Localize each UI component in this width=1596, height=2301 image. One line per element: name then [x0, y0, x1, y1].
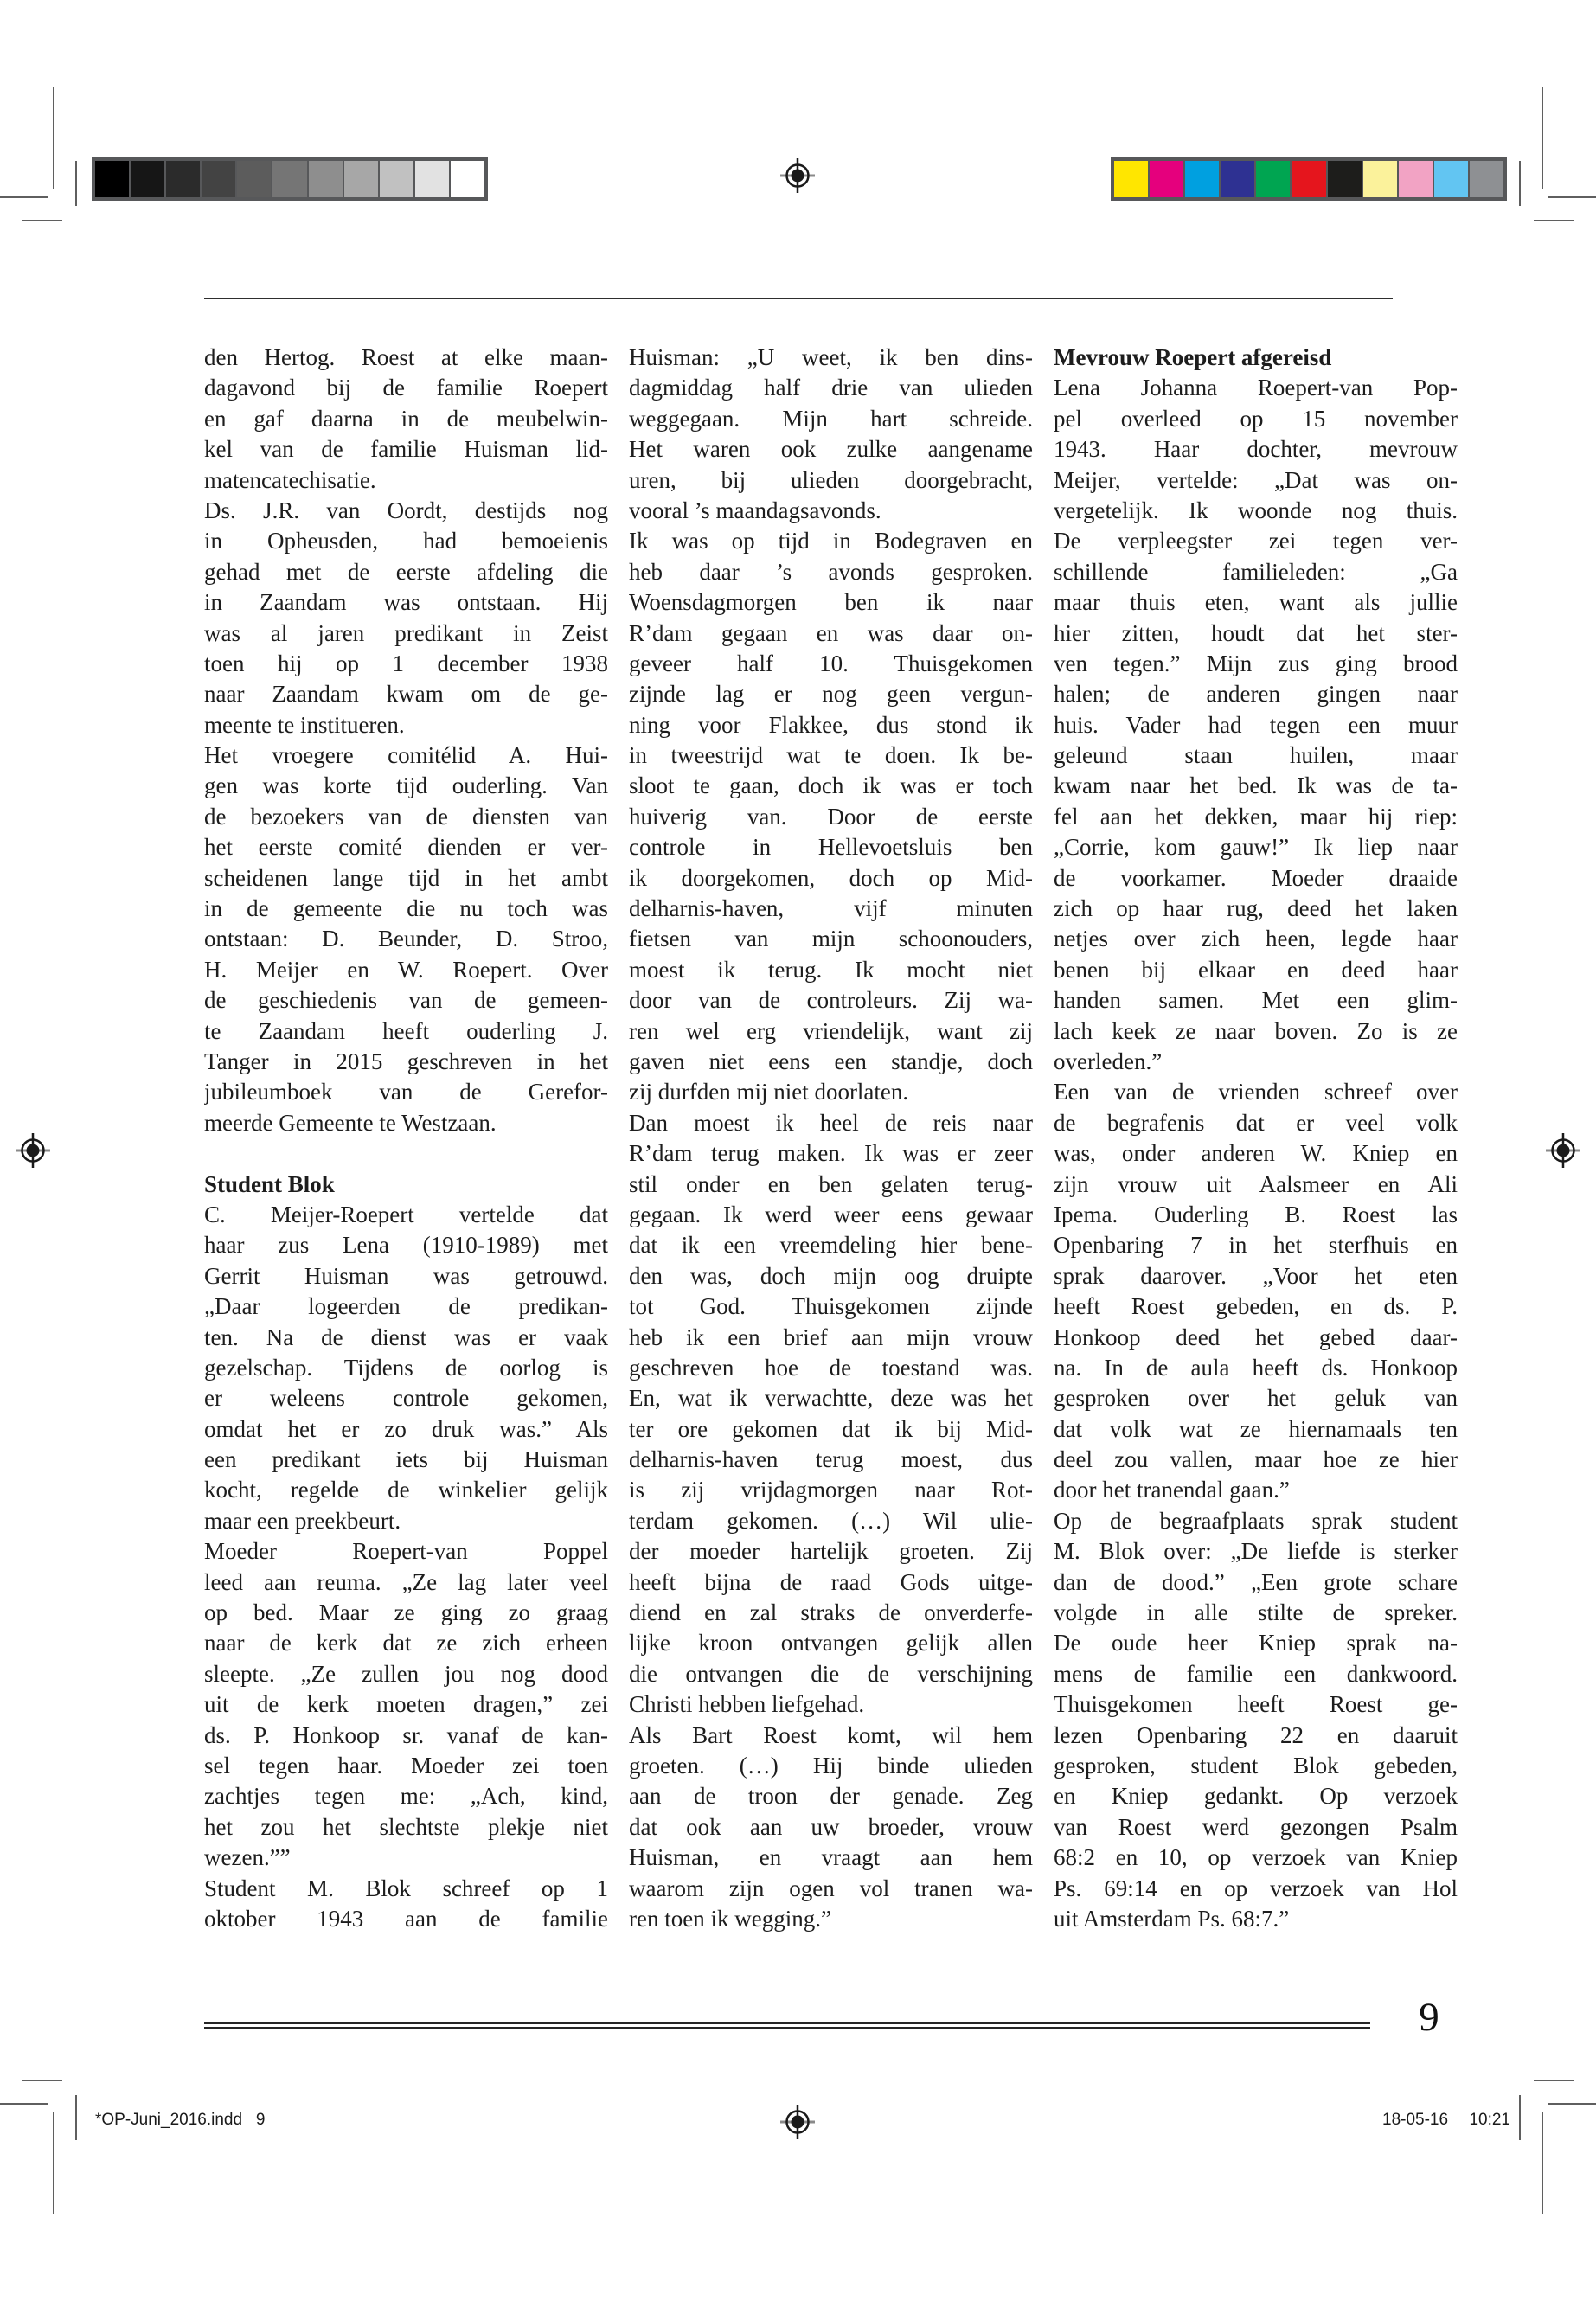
text-line: kel van de familie Huisman lid- — [204, 436, 608, 463]
text-line: zijnde lag er nog geen vergun- — [629, 681, 1033, 708]
text-line: delharnis-haven terug moest, dus — [629, 1446, 1033, 1473]
registration-mark-icon — [16, 1133, 50, 1168]
calibration-swatch — [166, 161, 200, 197]
text-line: handen samen. Met een glim- — [1054, 987, 1458, 1014]
grayscale-calibration-bar — [92, 157, 488, 201]
section-heading: Mevrouw Roepert afgereisd — [1054, 344, 1332, 370]
text-line: heb ik een brief aan mijn vrouw — [629, 1324, 1033, 1350]
crop-mark — [75, 2095, 77, 2140]
text-line: huis. Vader had tegen een muur — [1054, 711, 1458, 738]
crop-mark — [75, 161, 77, 206]
text-line: dat volk wat ze hiernamaals ten — [1054, 1415, 1458, 1442]
footer-rule — [204, 2022, 1370, 2029]
calibration-swatch — [1256, 161, 1290, 197]
text-line: R’dam gegaan en was daar on- — [629, 619, 1033, 646]
calibration-swatch — [1292, 161, 1325, 197]
text-line: netjes over zich heen, legde haar — [1054, 926, 1458, 952]
text-line: Lena Johanna Roepert-van Pop- — [1054, 375, 1458, 401]
text-line: lijke kroon ontvangen gelijk allen — [629, 1630, 1033, 1657]
crop-mark — [0, 2103, 48, 2105]
crop-mark — [53, 87, 54, 189]
calibration-swatch — [1470, 161, 1503, 197]
text-line: uit de kerk moeten dragen,” zei — [204, 1691, 608, 1718]
text-line: in Opheusden, had bemoeienis — [204, 528, 608, 554]
text-line: huiverig van. Door de eerste — [629, 803, 1033, 830]
text-line: delharnis-haven, vijf minuten — [629, 895, 1033, 922]
text-line: En, wat ik verwachtte, deze was het — [629, 1385, 1033, 1412]
text-line: scheidenen lange tijd in het ambt — [204, 864, 608, 891]
crop-mark — [1542, 87, 1543, 189]
text-line: Thuisgekomen heeft Roest ge- — [1054, 1691, 1458, 1718]
text-line: overleden.” — [1054, 1048, 1163, 1074]
footer-timestamp — [1382, 2111, 1510, 2130]
text-line: Ds. J.R. van Oordt, destijds nog — [204, 497, 608, 523]
text-line: sloot te gaan, doch ik was er toch — [629, 772, 1033, 799]
text-line: kocht, regelde de winkelier gelijk — [204, 1477, 608, 1503]
text-line: pel overleed op 15 november — [1054, 405, 1458, 432]
text-line: fel aan het dekken, maar hij riep: — [1054, 803, 1458, 830]
text-line: en gaf daarna in de meubelwin- — [204, 405, 608, 432]
text-line: gezelschap. Tijdens de oorlog is — [204, 1354, 608, 1381]
text-line: de voorkamer. Moeder draaide — [1054, 864, 1458, 891]
text-line: Huisman: „U weet, ik ben dins- — [629, 344, 1033, 370]
text-line: weggegaan. Mijn hart schreide. — [629, 405, 1033, 432]
text-line: ten. Na de dienst was er vaak — [204, 1324, 608, 1350]
text-line: na. In de aula heeft ds. Honkoop — [1054, 1354, 1458, 1381]
text-line: heeft bijna de raad Gods uitge- — [629, 1568, 1033, 1595]
text-line: in Zaandam was ontstaan. Hij — [204, 589, 608, 616]
text-line: lezen Openbaring 22 en daaruit — [1054, 1721, 1458, 1748]
text-line: de geschiedenis van de gemeen- — [204, 987, 608, 1014]
text-line: toen hij op 1 december 1938 — [204, 650, 608, 676]
calibration-swatch — [1434, 161, 1468, 197]
text-line: schillende familieleden: „Ga — [1054, 558, 1458, 585]
text-line: diend en zal straks de onverderfe- — [629, 1599, 1033, 1626]
calibration-swatch — [202, 161, 235, 197]
section-heading: Student Blok — [204, 1170, 335, 1197]
page-number: 9 — [1419, 1995, 1439, 2040]
text-line: C. Meijer-Roepert vertelde dat — [204, 1201, 608, 1227]
text-line: hier zitten, houdt dat het ster- — [1054, 619, 1458, 646]
text-line: dan de dood.” „Een grote schare — [1054, 1568, 1458, 1595]
text-line: Honkoop deed het gebed daar- — [1054, 1324, 1458, 1350]
text-line: dagmiddag half drie van ulieden — [629, 375, 1033, 401]
text-line: jubileumboek van de Gerefor- — [204, 1079, 608, 1106]
crop-mark — [53, 2112, 54, 2214]
calibration-swatch — [1363, 161, 1397, 197]
text-line: Student M. Blok schreef op 1 — [204, 1875, 608, 1901]
text-line: tot God. Thuisgekomen zijnde — [629, 1293, 1033, 1320]
calibration-swatch — [415, 161, 449, 197]
calibration-swatch — [95, 161, 129, 197]
text-line: vergetelijk. Ik woonde nog thuis. — [1054, 497, 1458, 523]
text-line: De oude heer Kniep sprak na- — [1054, 1630, 1458, 1657]
text-line: 1943. Haar dochter, mevrouw — [1054, 436, 1458, 463]
text-line: te Zaandam heeft ouderling J. — [204, 1017, 608, 1044]
calibration-swatch — [1114, 161, 1148, 197]
text-line: heeft Roest gebeden, en ds. P. — [1054, 1293, 1458, 1320]
text-line: benen bij elkaar en deed haar — [1054, 956, 1458, 983]
text-line: zijn vrouw uit Aalsmeer en Ali — [1054, 1170, 1458, 1197]
text-line: moest ik terug. Ik mocht niet — [629, 956, 1033, 983]
text-line: Op de begraafplaats sprak student — [1054, 1507, 1458, 1534]
text-line: groeten. (…) Hij binde ulieden — [629, 1752, 1033, 1779]
text-line: die ontvangen die de verschijning — [629, 1660, 1033, 1687]
text-line: ik doorgekomen, doch op Mid- — [629, 864, 1033, 891]
text-line: gesproken over het geluk van — [1054, 1385, 1458, 1412]
text-column-2 — [629, 343, 1033, 1934]
text-line: dat ik een vreemdeling hier bene- — [629, 1232, 1033, 1259]
text-line: der moeder hartelijk groeten. Zij — [629, 1538, 1033, 1565]
text-line: deel zou vallen, maar hoe ze hier — [1054, 1446, 1458, 1473]
crop-mark — [1548, 196, 1596, 198]
text-line: haar zus Lena (1910-1989) met — [204, 1232, 608, 1259]
calibration-swatch — [1221, 161, 1254, 197]
text-line — [204, 1138, 608, 1169]
crop-mark — [0, 196, 48, 198]
text-line: van Roest werd gezongen Psalm — [1054, 1813, 1458, 1840]
text-line: was, onder anderen W. Kniep en — [1054, 1140, 1458, 1167]
registration-mark-icon — [780, 2105, 815, 2139]
calibration-swatch — [451, 161, 484, 197]
text-line: geschreven hoe de toestand was. — [629, 1354, 1033, 1381]
text-line: terdam gekomen. (…) Wil ulie- — [629, 1507, 1033, 1534]
article-columns — [204, 343, 1458, 1934]
text-line: Christi hebben liefgehad. — [629, 1691, 865, 1718]
text-line: oktober 1943 aan de familie — [204, 1905, 608, 1932]
text-line: ontstaan: D. Beunder, D. Stroo, — [204, 926, 608, 952]
text-line: dagavond bij de familie Roepert — [204, 375, 608, 401]
text-line: stil onder en ben gelaten terug- — [629, 1170, 1033, 1197]
text-line: „Corrie, kom gauw!” Ik liep naar — [1054, 834, 1458, 861]
text-line: er weleens controle gekomen, — [204, 1385, 608, 1412]
text-line: zich op haar rug, deed het laken — [1054, 895, 1458, 922]
text-line: matencatechisatie. — [204, 466, 376, 493]
text-line: is zij vrijdagmorgen naar Rot- — [629, 1477, 1033, 1503]
text-line: in de gemeente die nu toch was — [204, 895, 608, 922]
text-line: geleund staan huilen, maar — [1054, 742, 1458, 769]
text-line: Dan moest ik heel de reis naar — [629, 1109, 1033, 1136]
text-line: mens de familie een dankwoord. — [1054, 1660, 1458, 1687]
text-line: gesproken, student Blok gebeden, — [1054, 1752, 1458, 1779]
registration-mark-icon — [1546, 1133, 1580, 1168]
footer-filename: *OP-Juni_2016.indd 9 — [95, 2111, 266, 2129]
text-line: geveer half 10. Thuisgekomen — [629, 650, 1033, 676]
text-column-3 — [1054, 343, 1458, 1934]
text-line: ren wel erg vriendelijk, want zij — [629, 1017, 1033, 1044]
text-line: den Hertog. Roest at elke maan- — [204, 344, 608, 370]
text-line: gegaan. Ik werd weer eens gewaar — [629, 1201, 1033, 1227]
footer-date: 18-05-16 — [1382, 2111, 1449, 2129]
text-line: 68:2 en 10, op verzoek van Kniep — [1054, 1844, 1458, 1871]
text-line: naar de kerk dat ze zich erheen — [204, 1630, 608, 1657]
text-line: naar Zaandam kwam om de ge- — [204, 681, 608, 708]
text-line: zij durfden mij niet doorlaten. — [629, 1079, 909, 1106]
text-line: M. Blok over: „De liefde is sterker — [1054, 1538, 1458, 1565]
text-line: Openbaring 7 in het sterfhuis en — [1054, 1232, 1458, 1259]
text-line: fietsen van mijn schoonouders, — [629, 926, 1033, 952]
calibration-swatch — [1328, 161, 1362, 197]
color-calibration-bar — [1111, 157, 1507, 201]
text-line: waarom zijn ogen vol tranen wa- — [629, 1875, 1033, 1901]
text-line: De verpleegster zei tegen ver- — [1054, 528, 1458, 554]
header-rule — [204, 298, 1393, 299]
text-line: het eerste comité dienden er ver- — [204, 834, 608, 861]
text-line: den was, doch mijn oog druipte — [629, 1262, 1033, 1289]
text-line: sleepte. „Ze zullen jou nog dood — [204, 1660, 608, 1687]
text-line: ds. P. Honkoop sr. vanaf de kan- — [204, 1721, 608, 1748]
calibration-swatch — [1150, 161, 1183, 197]
crop-mark — [1548, 2103, 1596, 2105]
crop-mark — [1534, 2080, 1574, 2081]
text-line: lach keek ze naar boven. Zo is ze — [1054, 1017, 1458, 1044]
footer-time: 10:21 — [1469, 2111, 1510, 2129]
text-line: halen; de anderen gingen naar — [1054, 681, 1458, 708]
text-line: gehad met de eerste afdeling die — [204, 558, 608, 585]
text-line: meerde Gemeente te Westzaan. — [204, 1109, 497, 1136]
text-line: ren toen ik wegging.” — [629, 1905, 831, 1932]
text-line: uren, bij ulieden doorgebracht, — [629, 466, 1033, 493]
text-line: Meijer, vertelde: „Dat was on- — [1054, 466, 1458, 493]
text-line: ter ore gekomen dat ik bij Mid- — [629, 1415, 1033, 1442]
text-line: Een van de vrienden schreef over — [1054, 1079, 1458, 1106]
text-line: Als Bart Roest komt, wil hem — [629, 1721, 1033, 1748]
text-line: Gerrit Huisman was getrouwd. — [204, 1262, 608, 1289]
text-line: omdat het er zo druk was.” Als — [204, 1415, 608, 1442]
text-line: Ps. 69:14 en op verzoek van Hol — [1054, 1875, 1458, 1901]
calibration-swatch — [380, 161, 413, 197]
text-line: Ipema. Ouderling B. Roest las — [1054, 1201, 1458, 1227]
text-line: de begrafenis dat er veel volk — [1054, 1109, 1458, 1136]
text-line: op bed. Maar ze ging zo graag — [204, 1599, 608, 1626]
text-line: zachtjes tegen me: „Ach, kind, — [204, 1783, 608, 1810]
text-line: Woensdagmorgen ben ik naar — [629, 589, 1033, 616]
text-line: ning voor Flakkee, dus stond ik — [629, 711, 1033, 738]
text-line: H. Meijer en W. Roepert. Over — [204, 956, 608, 983]
text-line: Huisman, en vraagt aan hem — [629, 1844, 1033, 1871]
registration-mark-icon — [780, 158, 815, 193]
text-line: volgde in alle stilte de spreker. — [1054, 1599, 1458, 1626]
crop-mark — [1534, 220, 1574, 221]
text-line: was al jaren predikant in Zeist — [204, 619, 608, 646]
text-line: Het waren ook zulke aangename — [629, 436, 1033, 463]
text-line: de bezoekers van de diensten van — [204, 803, 608, 830]
text-line: R’dam terug maken. Ik was er zeer — [629, 1140, 1033, 1167]
text-line: gaven niet eens een standje, doch — [629, 1048, 1033, 1074]
text-line: en Kniep gedankt. Op verzoek — [1054, 1783, 1458, 1810]
text-line: ven tegen.” Mijn zus ging brood — [1054, 650, 1458, 676]
text-line: Tanger in 2015 geschreven in het — [204, 1048, 608, 1074]
text-column-1 — [204, 343, 608, 1934]
text-line: Ik was op tijd in Bodegraven en — [629, 528, 1033, 554]
crop-mark — [1519, 2095, 1521, 2140]
crop-mark — [22, 220, 62, 221]
calibration-swatch — [272, 161, 306, 197]
text-line: leed aan reuma. „Ze lag later veel — [204, 1568, 608, 1595]
text-line: Moeder Roepert-van Poppel — [204, 1538, 608, 1565]
text-line: kwam naar het bed. Ik was de ta- — [1054, 772, 1458, 799]
calibration-swatch — [237, 161, 271, 197]
text-line: maar thuis eten, want als jullie — [1054, 589, 1458, 616]
text-line: sel tegen haar. Moeder zei toen — [204, 1752, 608, 1779]
text-line: controle in Hellevoetsluis ben — [629, 834, 1033, 861]
text-line: door van de controleurs. Zij wa- — [629, 987, 1033, 1014]
text-line: uit Amsterdam Ps. 68:7.” — [1054, 1905, 1290, 1932]
calibration-swatch — [131, 161, 164, 197]
text-line: in tweestrijd wat te doen. Ik be- — [629, 742, 1033, 769]
text-line: meente te institueren. — [204, 711, 405, 738]
crop-mark — [22, 2080, 62, 2081]
calibration-swatch — [309, 161, 343, 197]
text-line: door het tranendal gaan.” — [1054, 1477, 1290, 1503]
text-line: vooral ’s maandagsavonds. — [629, 497, 881, 523]
text-line: wezen.”” — [204, 1844, 291, 1871]
crop-mark — [1542, 2112, 1543, 2214]
calibration-swatch — [1399, 161, 1433, 197]
text-line: dat ook aan uw broeder, vrouw — [629, 1813, 1033, 1840]
text-line: het zou het slechtste plekje niet — [204, 1813, 608, 1840]
calibration-swatch — [1185, 161, 1219, 197]
text-line: Het vroegere comitélid A. Hui- — [204, 742, 608, 769]
text-line: heb daar ’s avonds gesproken. — [629, 558, 1033, 585]
text-line: maar een preekbeurt. — [204, 1507, 401, 1534]
text-line: aan de troon der genade. Zeg — [629, 1783, 1033, 1810]
crop-mark — [1519, 161, 1521, 206]
text-line: „Daar logeerden de predikan- — [204, 1293, 608, 1320]
calibration-swatch — [344, 161, 378, 197]
text-line: sprak daarover. „Voor het eten — [1054, 1262, 1458, 1289]
text-line: een predikant iets bij Huisman — [204, 1446, 608, 1473]
text-line: gen was korte tijd ouderling. Van — [204, 772, 608, 799]
